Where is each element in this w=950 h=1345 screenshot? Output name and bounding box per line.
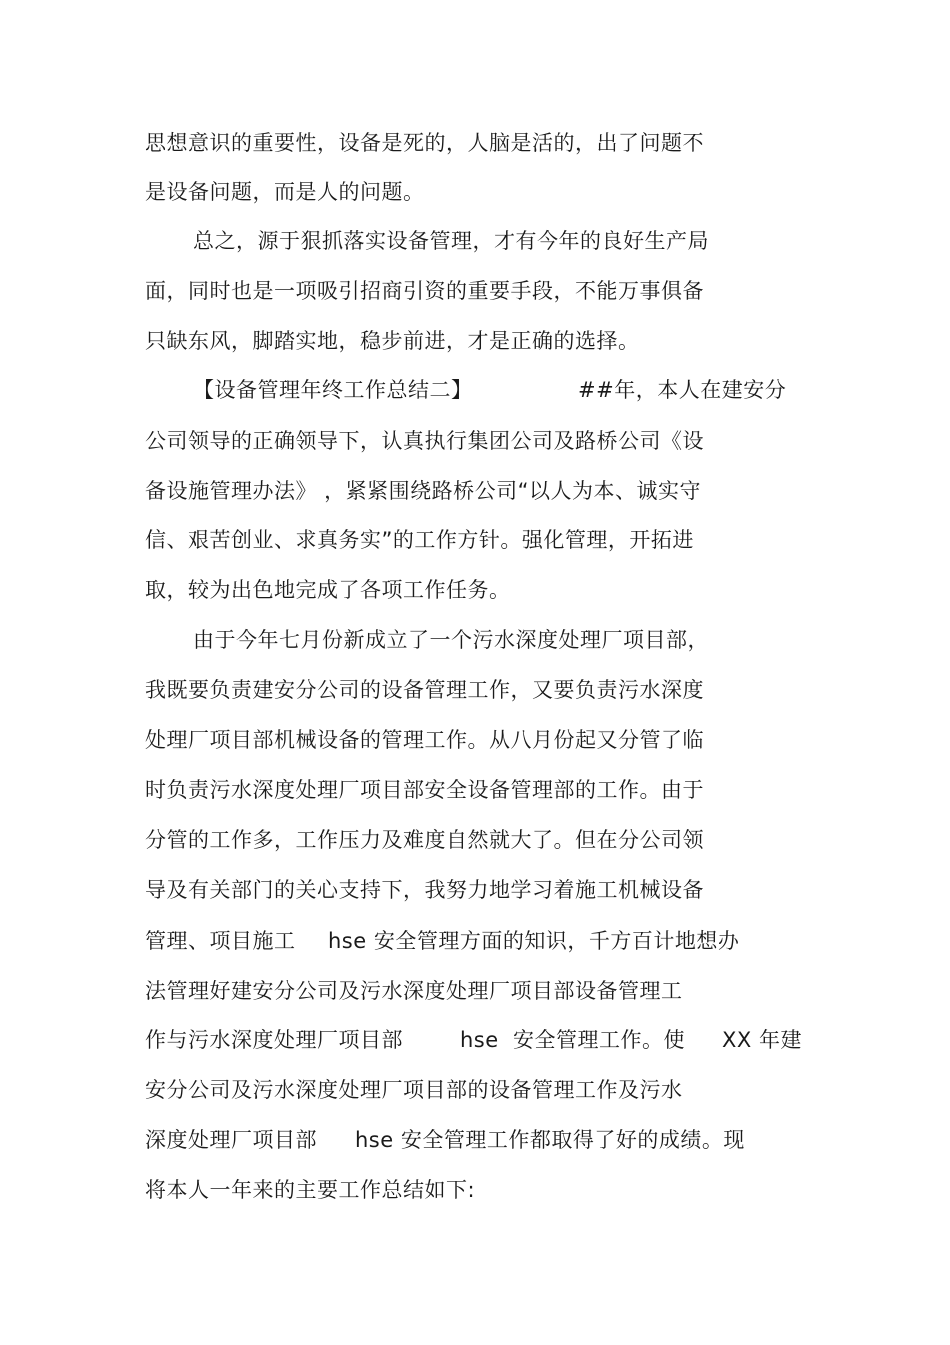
text-line-5: 只缺东风，脚踏实地，稳步前进，才是正确的选择。: [145, 329, 640, 353]
section-heading: 【设备管理年终工作总结二】: [193, 378, 473, 402]
text-line-11: 由于今年七月份新成立了一个污水深度处理厂项目部，: [193, 628, 709, 652]
text-line-18: 法管理好建安分公司及污水深度处理厂项目部设备管理工: [145, 979, 683, 1003]
text-line-14: 时负责污水深度处理厂项目部安全设备管理部的工作。由于: [145, 778, 704, 802]
text-line-8: 备设施管理办法》 ，紧紧围绕路桥公司“以人为本、诚实守: [145, 479, 702, 503]
text-line-17b: hse 安全管理方面的知识，千方百计地想办: [328, 929, 740, 953]
text-line-13: 处理厂项目部机械设备的管理工作。从八月份起又分管了临: [145, 728, 704, 752]
text-line-19c: XX 年建: [722, 1028, 802, 1052]
text-line-20: 安分公司及污水深度处理厂项目部的设备管理工作及污水: [145, 1078, 683, 1102]
text-line-10: 取，较为出色地完成了各项工作任务。: [145, 578, 511, 602]
text-line-6b: ##年，本人在建安分: [578, 378, 787, 402]
text-line-1: 思想意识的重要性，设备是死的，人脑是活的，出了问题不: [145, 131, 704, 155]
text-line-2: 是设备问题，而是人的问题。: [145, 180, 425, 204]
text-line-12: 我既要负责建安分公司的设备管理工作，又要负责污水深度: [145, 678, 704, 702]
text-line-19b: hse 安全管理工作。使: [460, 1028, 686, 1052]
text-line-4: 面，同时也是一项吸引招商引资的重要手段，不能万事俱备: [145, 279, 704, 303]
text-line-19a: 作与污水深度处理厂项目部: [145, 1028, 403, 1052]
text-line-21b: hse 安全管理工作都取得了好的成绩。现: [355, 1128, 745, 1152]
text-line-9: 信、艰苦创业、求真务实”的工作方针。强化管理，开拓进: [145, 528, 694, 552]
text-line-16: 导及有关部门的关心支持下，我努力地学习着施工机械设备: [145, 878, 704, 902]
text-line-3: 总之，源于狠抓落实设备管理，才有今年的良好生产局: [193, 229, 709, 253]
text-line-7: 公司领导的正确领导下，认真执行集团公司及路桥公司《设: [145, 429, 704, 453]
text-line-22: 将本人一年来的主要工作总结如下:: [145, 1178, 476, 1202]
text-line-15: 分管的工作多，工作压力及难度自然就大了。但在分公司领: [145, 828, 704, 852]
text-line-21a: 深度处理厂项目部: [145, 1128, 317, 1152]
text-line-17a: 管理、项目施工: [145, 929, 296, 953]
